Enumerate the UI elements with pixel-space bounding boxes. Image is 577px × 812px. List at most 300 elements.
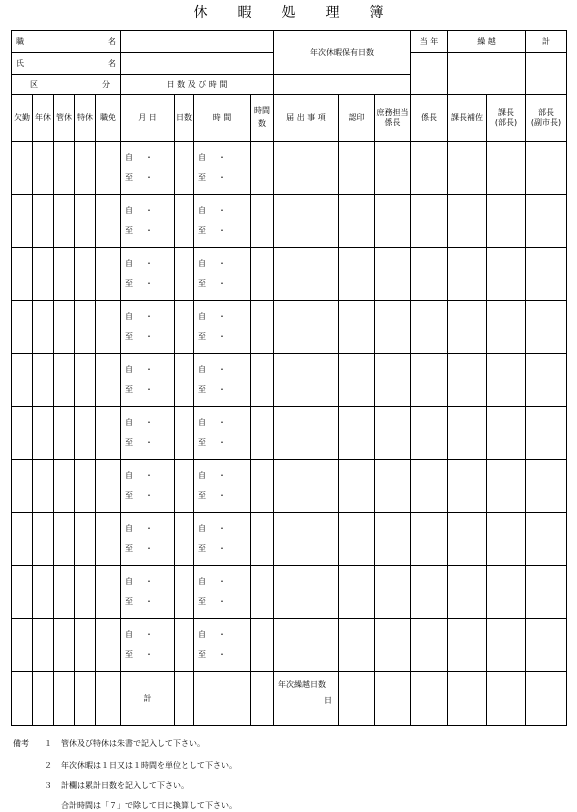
- entry-nissu[interactable]: [175, 460, 194, 513]
- entry-nissu[interactable]: [175, 142, 194, 195]
- entry-shomu[interactable]: [375, 142, 411, 195]
- col-kekkin: 欠勤: [12, 95, 33, 142]
- notes-label: 備考: [13, 739, 29, 748]
- entry-kekkin[interactable]: [12, 513, 33, 566]
- total-shokumen[interactable]: [96, 672, 121, 726]
- note-1-num: １: [44, 739, 52, 748]
- entry-tokkyu[interactable]: [75, 460, 96, 513]
- entry-shokumen[interactable]: [96, 619, 121, 672]
- entry-tsukihi[interactable]: [121, 354, 175, 407]
- date-from-label: 自: [125, 630, 133, 639]
- entry-tokkyu[interactable]: [75, 513, 96, 566]
- entry-tsukihi[interactable]: [121, 619, 175, 672]
- entry-jikan[interactable]: [194, 619, 251, 672]
- total-jikan[interactable]: [194, 672, 251, 726]
- entry-jikan[interactable]: [194, 195, 251, 248]
- date-separator-dot: ・: [218, 471, 226, 480]
- entry-tsukihi[interactable]: [121, 142, 175, 195]
- entry-shomu[interactable]: [375, 407, 411, 460]
- note-3-text: 計欄は累計日数を記入して下さい。: [61, 781, 189, 790]
- entry-kekkin[interactable]: [12, 460, 33, 513]
- note-2-text: 年次休暇は１日又は１時間を単位として下さい。: [61, 761, 237, 770]
- date-to-line: [125, 168, 174, 188]
- entry-kakaricho[interactable]: [411, 460, 448, 513]
- entry-tsukihi[interactable]: [121, 460, 175, 513]
- date-to-label: 至: [125, 491, 133, 500]
- total-kachohosa[interactable]: [448, 672, 487, 726]
- date-to-line: [125, 592, 174, 612]
- date-separator-dot: ・: [218, 385, 226, 394]
- entry-kacho[interactable]: [487, 513, 526, 566]
- date-from-line: [125, 466, 174, 486]
- entry-naiin[interactable]: [339, 195, 375, 248]
- entry-kachohosa[interactable]: [448, 301, 487, 354]
- date-separator-dot: ・: [218, 544, 226, 553]
- entry-shomu[interactable]: [375, 195, 411, 248]
- entry-row: [12, 619, 567, 672]
- entry-kacho[interactable]: [487, 407, 526, 460]
- entry-kankyu[interactable]: [54, 354, 75, 407]
- entry-bucho[interactable]: [526, 619, 567, 672]
- entry-kachohosa[interactable]: [448, 566, 487, 619]
- date-from-line: [198, 201, 250, 221]
- entry-kankyu[interactable]: [54, 142, 75, 195]
- entry-shokumen[interactable]: [96, 142, 121, 195]
- note-1-text: 管休及び特休は朱書で記入して下さい。: [61, 739, 205, 748]
- entry-nenkyu[interactable]: [33, 142, 54, 195]
- entry-jikan[interactable]: [194, 354, 251, 407]
- date-from-line: [198, 413, 250, 433]
- entry-row: [12, 460, 567, 513]
- date-from-label: 自: [125, 365, 133, 374]
- entry-kekkin[interactable]: [12, 195, 33, 248]
- entry-jikansu[interactable]: [251, 301, 274, 354]
- date-from-line: [125, 148, 174, 168]
- date-separator-dot: ・: [218, 173, 226, 182]
- entry-tokkyu[interactable]: [75, 407, 96, 460]
- entry-bucho[interactable]: [526, 566, 567, 619]
- entry-row: [12, 248, 567, 301]
- entry-shokumen[interactable]: [96, 566, 121, 619]
- date-separator-dot: ・: [218, 524, 226, 533]
- entry-nenkyu[interactable]: [33, 619, 54, 672]
- date-to-label: 至: [125, 544, 133, 553]
- entry-nenkyu[interactable]: [33, 513, 54, 566]
- date-separator-dot: ・: [145, 312, 153, 321]
- entry-kakaricho[interactable]: [411, 566, 448, 619]
- tonen-value[interactable]: [411, 53, 448, 95]
- entry-todokede[interactable]: [274, 248, 339, 301]
- nissu-jikan-label: 日 数 及 び 時 間: [121, 75, 274, 95]
- entry-bucho[interactable]: [526, 248, 567, 301]
- entry-bucho[interactable]: [526, 407, 567, 460]
- date-separator-dot: ・: [145, 544, 153, 553]
- total-shomu[interactable]: [375, 672, 411, 726]
- total-tokkyu[interactable]: [75, 672, 96, 726]
- entry-kachohosa[interactable]: [448, 142, 487, 195]
- entry-shomu[interactable]: [375, 354, 411, 407]
- entry-jikansu[interactable]: [251, 513, 274, 566]
- entry-kacho[interactable]: [487, 354, 526, 407]
- entry-jikansu[interactable]: [251, 354, 274, 407]
- date-from-label: 自: [198, 524, 206, 533]
- entry-tsukihi[interactable]: [121, 301, 175, 354]
- entry-bucho[interactable]: [526, 460, 567, 513]
- date-separator-dot: ・: [145, 332, 153, 341]
- entry-kankyu[interactable]: [54, 619, 75, 672]
- entry-shokumen[interactable]: [96, 513, 121, 566]
- entry-nissu[interactable]: [175, 566, 194, 619]
- entry-jikan[interactable]: [194, 301, 251, 354]
- entry-kachohosa[interactable]: [448, 248, 487, 301]
- entry-naiin[interactable]: [339, 407, 375, 460]
- date-separator-dot: ・: [218, 597, 226, 606]
- entry-todokede[interactable]: [274, 142, 339, 195]
- entry-todokede[interactable]: [274, 513, 339, 566]
- entry-bucho[interactable]: [526, 195, 567, 248]
- date-to-line: [125, 380, 174, 400]
- entry-shokumen[interactable]: [96, 460, 121, 513]
- col-kankyu: 管休: [54, 95, 75, 142]
- entry-kakaricho[interactable]: [411, 513, 448, 566]
- entry-tsukihi[interactable]: [121, 195, 175, 248]
- date-separator-dot: ・: [145, 365, 153, 374]
- date-separator-dot: ・: [145, 438, 153, 447]
- date-from-line: [125, 360, 174, 380]
- note-3-num: ３: [44, 781, 52, 790]
- nenji-kurikoshi-label: 年次繰越日数: [278, 680, 326, 689]
- entry-kankyu[interactable]: [54, 460, 75, 513]
- entry-nissu[interactable]: [175, 248, 194, 301]
- date-separator-dot: ・: [218, 365, 226, 374]
- nenji-kurikoshi-cell: [274, 672, 339, 726]
- entry-nissu[interactable]: [175, 407, 194, 460]
- date-from-line: [198, 254, 250, 274]
- entry-jikansu[interactable]: [251, 619, 274, 672]
- entry-tokkyu[interactable]: [75, 354, 96, 407]
- entry-todokede[interactable]: [274, 566, 339, 619]
- date-from-line: [198, 307, 250, 327]
- entry-shokumen[interactable]: [96, 354, 121, 407]
- date-separator-dot: ・: [218, 630, 226, 639]
- entry-naiin[interactable]: [339, 248, 375, 301]
- entry-tokkyu[interactable]: [75, 142, 96, 195]
- col-nissu: 日数: [175, 95, 194, 142]
- entry-todokede[interactable]: [274, 354, 339, 407]
- col-todokede: 届 出 事 項: [274, 95, 339, 142]
- entry-shomu[interactable]: [375, 460, 411, 513]
- entry-todokede[interactable]: [274, 301, 339, 354]
- date-to-line: [198, 645, 250, 665]
- note-2-num: ２: [44, 761, 52, 770]
- entry-shomu[interactable]: [375, 566, 411, 619]
- date-from-label: 自: [125, 577, 133, 586]
- date-to-line: [198, 539, 250, 559]
- total-jikansu[interactable]: [251, 672, 274, 726]
- date-separator-dot: ・: [218, 577, 226, 586]
- date-separator-dot: ・: [218, 259, 226, 268]
- date-separator-dot: ・: [218, 418, 226, 427]
- entry-todokede[interactable]: [274, 619, 339, 672]
- entry-nenkyu[interactable]: [33, 566, 54, 619]
- entry-todokede[interactable]: [274, 195, 339, 248]
- entry-naiin[interactable]: [339, 460, 375, 513]
- entry-kekkin[interactable]: [12, 407, 33, 460]
- col-bucho: [526, 95, 567, 142]
- entry-kachohosa[interactable]: [448, 407, 487, 460]
- entry-bucho[interactable]: [526, 142, 567, 195]
- entry-kakaricho[interactable]: [411, 248, 448, 301]
- entry-naiin[interactable]: [339, 513, 375, 566]
- date-from-line: [198, 360, 250, 380]
- entry-kekkin[interactable]: [12, 566, 33, 619]
- entry-tokkyu[interactable]: [75, 619, 96, 672]
- entry-naiin[interactable]: [339, 354, 375, 407]
- mei-label: 名: [108, 36, 116, 46]
- entry-tsukihi[interactable]: [121, 248, 175, 301]
- entry-kankyu[interactable]: [54, 513, 75, 566]
- entry-jikansu[interactable]: [251, 407, 274, 460]
- kei-value[interactable]: [526, 53, 567, 95]
- entry-kankyu[interactable]: [54, 301, 75, 354]
- entry-nissu[interactable]: [175, 354, 194, 407]
- col-tsukihi: 月 日: [121, 95, 175, 142]
- entry-jikansu[interactable]: [251, 566, 274, 619]
- date-from-line: [125, 254, 174, 274]
- entry-nissu[interactable]: [175, 619, 194, 672]
- entry-kekkin[interactable]: [12, 248, 33, 301]
- date-to-label: 至: [125, 650, 133, 659]
- entry-row: [12, 142, 567, 195]
- entry-kacho[interactable]: [487, 566, 526, 619]
- entry-nenkyu[interactable]: [33, 354, 54, 407]
- total-nenkyu[interactable]: [33, 672, 54, 726]
- entry-kakaricho[interactable]: [411, 142, 448, 195]
- col-kachohosa: 課長補佐: [448, 95, 487, 142]
- entry-jikan[interactable]: [194, 460, 251, 513]
- date-from-label: 自: [198, 312, 206, 321]
- col-bucho-main: 部長: [538, 108, 555, 118]
- entry-tsukihi[interactable]: [121, 513, 175, 566]
- col-kakaricho: 係長: [411, 95, 448, 142]
- entry-jikansu[interactable]: [251, 142, 274, 195]
- date-to-label: 至: [198, 226, 206, 235]
- entry-kekkin[interactable]: [12, 142, 33, 195]
- date-separator-dot: ・: [145, 206, 153, 215]
- date-from-label: 自: [198, 577, 206, 586]
- entry-kachohosa[interactable]: [448, 460, 487, 513]
- entry-naiin[interactable]: [339, 142, 375, 195]
- entry-tsukihi[interactable]: [121, 566, 175, 619]
- entry-jikansu[interactable]: [251, 248, 274, 301]
- date-from-label: 自: [125, 471, 133, 480]
- entry-nenkyu[interactable]: [33, 195, 54, 248]
- total-kakaricho[interactable]: [411, 672, 448, 726]
- entry-nenkyu[interactable]: [33, 301, 54, 354]
- col-jikansu: 時間数: [251, 95, 274, 142]
- entry-jikan[interactable]: [194, 407, 251, 460]
- date-separator-dot: ・: [218, 438, 226, 447]
- total-kankyu[interactable]: [54, 672, 75, 726]
- date-from-line: [125, 572, 174, 592]
- date-to-line: [125, 221, 174, 241]
- date-to-label: 至: [125, 226, 133, 235]
- entry-kachohosa[interactable]: [448, 354, 487, 407]
- date-separator-dot: ・: [218, 650, 226, 659]
- entry-kankyu[interactable]: [54, 195, 75, 248]
- date-to-label: 至: [198, 491, 206, 500]
- entry-kakaricho[interactable]: [411, 619, 448, 672]
- entry-kekkin[interactable]: [12, 619, 33, 672]
- entry-kachohosa[interactable]: [448, 195, 487, 248]
- entry-tsukihi[interactable]: [121, 407, 175, 460]
- date-to-label: 至: [198, 279, 206, 288]
- date-from-line: [198, 466, 250, 486]
- entry-tokkyu[interactable]: [75, 195, 96, 248]
- total-naiin[interactable]: [339, 672, 375, 726]
- date-from-line: [125, 519, 174, 539]
- entry-kacho[interactable]: [487, 195, 526, 248]
- entry-nissu[interactable]: [175, 195, 194, 248]
- entry-jikan[interactable]: [194, 142, 251, 195]
- kubun-label: [12, 75, 121, 95]
- entry-naiin[interactable]: [339, 566, 375, 619]
- date-separator-dot: ・: [145, 173, 153, 182]
- entry-kakaricho[interactable]: [411, 407, 448, 460]
- entry-shomu[interactable]: [375, 513, 411, 566]
- shi-mei-value[interactable]: [121, 53, 274, 75]
- date-from-line: [198, 148, 250, 168]
- date-to-label: 至: [198, 332, 206, 341]
- entry-nissu[interactable]: [175, 301, 194, 354]
- entry-row: [12, 354, 567, 407]
- date-to-label: 至: [198, 544, 206, 553]
- date-separator-dot: ・: [218, 153, 226, 162]
- entry-kankyu[interactable]: [54, 566, 75, 619]
- entry-kacho[interactable]: [487, 619, 526, 672]
- date-separator-dot: ・: [145, 226, 153, 235]
- entry-shokumen[interactable]: [96, 248, 121, 301]
- date-to-label: 至: [125, 173, 133, 182]
- entry-kakaricho[interactable]: [411, 354, 448, 407]
- date-to-line: [198, 274, 250, 294]
- entry-jikan[interactable]: [194, 566, 251, 619]
- entry-shomu[interactable]: [375, 619, 411, 672]
- entry-tokkyu[interactable]: [75, 248, 96, 301]
- entry-nenkyu[interactable]: [33, 407, 54, 460]
- date-separator-dot: ・: [145, 597, 153, 606]
- entry-jikansu[interactable]: [251, 195, 274, 248]
- entry-shokumen[interactable]: [96, 301, 121, 354]
- date-from-label: 自: [125, 418, 133, 427]
- entry-row: [12, 407, 567, 460]
- total-bucho[interactable]: [526, 672, 567, 726]
- entry-bucho[interactable]: [526, 513, 567, 566]
- entry-kacho[interactable]: [487, 142, 526, 195]
- col-shomu: 庶務担当係長: [375, 95, 411, 142]
- date-separator-dot: ・: [218, 332, 226, 341]
- entry-nenkyu[interactable]: [33, 248, 54, 301]
- kurikoshi-value[interactable]: [448, 53, 526, 95]
- entry-tokkyu[interactable]: [75, 566, 96, 619]
- date-to-line: [125, 327, 174, 347]
- date-separator-dot: ・: [218, 312, 226, 321]
- entry-bucho[interactable]: [526, 301, 567, 354]
- date-from-line: [198, 625, 250, 645]
- entry-naiin[interactable]: [339, 301, 375, 354]
- entry-row: [12, 195, 567, 248]
- entry-nenkyu[interactable]: [33, 460, 54, 513]
- col-nenkyu: 年休: [33, 95, 54, 142]
- entry-shokumen[interactable]: [96, 407, 121, 460]
- entry-naiin[interactable]: [339, 619, 375, 672]
- date-to-line: [125, 274, 174, 294]
- entry-kankyu[interactable]: [54, 407, 75, 460]
- shi-mei-label: [12, 53, 121, 75]
- date-to-line: [125, 645, 174, 665]
- entry-kakaricho[interactable]: [411, 195, 448, 248]
- date-from-line: [198, 519, 250, 539]
- entry-shomu[interactable]: [375, 248, 411, 301]
- date-to-line: [125, 486, 174, 506]
- col-bucho-sub: (副市長): [530, 118, 562, 127]
- date-to-line: [198, 221, 250, 241]
- entry-shokumen[interactable]: [96, 195, 121, 248]
- entry-jikan[interactable]: [194, 513, 251, 566]
- date-to-label: 至: [125, 279, 133, 288]
- page-title: 休暇処理簿: [193, 5, 414, 21]
- date-from-line: [125, 201, 174, 221]
- entry-tokkyu[interactable]: [75, 301, 96, 354]
- date-to-line: [198, 592, 250, 612]
- entry-kekkin[interactable]: [12, 354, 33, 407]
- date-from-label: 自: [198, 471, 206, 480]
- date-from-label: 自: [198, 153, 206, 162]
- total-kacho[interactable]: [487, 672, 526, 726]
- entry-kankyu[interactable]: [54, 248, 75, 301]
- date-from-line: [125, 307, 174, 327]
- entry-kachohosa[interactable]: [448, 513, 487, 566]
- date-to-label: 至: [198, 597, 206, 606]
- date-to-label: 至: [198, 650, 206, 659]
- entry-kekkin[interactable]: [12, 301, 33, 354]
- entry-bucho[interactable]: [526, 354, 567, 407]
- entry-jikan[interactable]: [194, 248, 251, 301]
- entry-kacho[interactable]: [487, 460, 526, 513]
- entry-todokede[interactable]: [274, 460, 339, 513]
- date-to-label: 至: [125, 332, 133, 341]
- total-nissu[interactable]: [175, 672, 194, 726]
- entry-todokede[interactable]: [274, 407, 339, 460]
- entry-jikansu[interactable]: [251, 460, 274, 513]
- entry-nissu[interactable]: [175, 513, 194, 566]
- total-kekkin[interactable]: [12, 672, 33, 726]
- entry-kacho[interactable]: [487, 248, 526, 301]
- shoku-mei-value[interactable]: [121, 31, 274, 53]
- date-to-line: [198, 433, 250, 453]
- entry-kakaricho[interactable]: [411, 301, 448, 354]
- leave-record-table: [11, 30, 567, 726]
- entry-kacho[interactable]: [487, 301, 526, 354]
- entry-shomu[interactable]: [375, 301, 411, 354]
- date-from-label: 自: [198, 259, 206, 268]
- entry-row: [12, 566, 567, 619]
- date-from-line: [125, 413, 174, 433]
- total-kei-label: 計: [121, 672, 175, 726]
- entry-kachohosa[interactable]: [448, 619, 487, 672]
- date-separator-dot: ・: [145, 279, 153, 288]
- date-separator-dot: ・: [145, 259, 153, 268]
